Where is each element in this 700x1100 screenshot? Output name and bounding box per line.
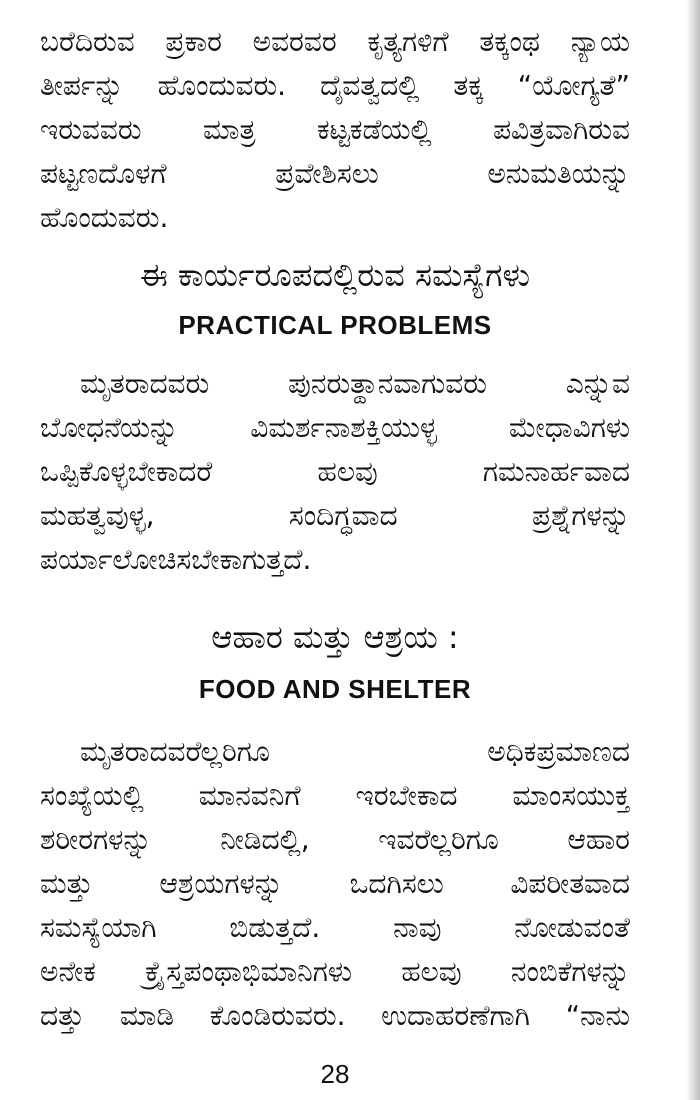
section-2-line-6: ಅನೇಕ ಕ್ರೈಸ್ತಪಂಥಾಭಿಮಾನಿಗಳು ಹಲವು ನಂಬಿಕೆಗಳನ್ನು [40,955,630,988]
section-2-heading-english: FOOD AND SHELTER [198,674,472,704]
section-1-line-2: ಬೋಧನೆಯನ್ನು ವಿಮರ್ಶನಾಶಕ್ತಿಯುಳ್ಳ ಮೇಧಾವಿಗಳು [40,411,630,444]
paragraph-1-line-5: ಹೊಂದುವರು. [40,201,169,234]
section-2-line-7: ದತ್ತು ಮಾಡಿ ಕೊಂಡಿರುವರು. ಉದಾಹರಣೆಗಾಗಿ “ನಾನು [40,999,630,1032]
section-2-line-3: ಶರೀರಗಳನ್ನು ನೀಡಿದಲ್ಲಿ, ಇವರೆಲ್ಲರಿಗೂ ಆಹಾರ [40,823,630,856]
paragraph-1-line-2: ತೀರ್ಪನ್ನು ಹೊಂದುವರು. ದೈವತ್ವದಲ್ಲಿ ತಕ್ಕ “ಯೋಗ್ಯತೆ” [40,69,630,102]
section-2-line-2: ಸಂಖ್ಯೆಯಲ್ಲಿ ಮಾನವನಿಗೆ ಇರಬೇಕಾದ ಮಾಂಸಯುಕ್ತ [40,779,630,812]
paragraph-1-line-1: ಬರೆದಿರುವ ಪ್ರಕಾರ ಅವರವರ ಕೃತ್ಯಗಳಿಗೆ ತಕ್ಕಂಥ ನ್ಯಾಯ [40,25,630,58]
section-2-line-5: ಸಮಸ್ಯೆಯಾಗಿ ಬಿಡುತ್ತದೆ. ನಾವು ನೋಡುವಂತೆ [40,911,630,944]
section-2-line-4: ಮತ್ತು ಆಶ್ರಯಗಳನ್ನು ಒದಗಿಸಲು ವಿಪರೀತವಾದ [40,867,630,900]
section-2-line-1: ಮೃತರಾದವರೆಲ್ಲರಿಗೂ ಅಧಿಕಪ್ರಮಾಣದ [80,735,630,768]
page-number: 28 [320,1059,350,1089]
section-1-heading-kannada: ಈ ಕಾರ್ಯರೂಪದಲ್ಲಿರುವ ಸಮಸ್ಯೆಗಳು [139,256,530,294]
paragraph-1-line-4: ಪಟ್ಟಣದೊಳಗೆ ಪ್ರವೇಶಿಸಲು ಅನುಮತಿಯನ್ನು [40,157,630,190]
page-edge-shadow [686,0,700,1100]
section-1-line-4: ಮಹತ್ವವುಳ್ಳ, ಸಂದಿಗ್ಧವಾದ ಪ್ರಶ್ನೆಗಳನ್ನು [40,499,630,532]
section-1-line-5: ಪರ್ಯಾಲೋಚಿಸಬೇಕಾಗುತ್ತದೆ. [40,543,312,576]
section-2-heading-kannada: ಆಹಾರ ಮತ್ತು ಆಶ್ರಯ : [211,618,459,656]
paragraph-1-line-3: ಇರುವವರು ಮಾತ್ರ ಕಟ್ಟಕಡೆಯಲ್ಲಿ ಪವಿತ್ರವಾಗಿರುವ [40,113,630,146]
section-1-line-3: ಒಪ್ಪಿಕೊಳ್ಳಬೇಕಾದರೆ ಹಲವು ಗಮನಾರ್ಹವಾದ [40,455,630,488]
section-1-heading-english: PRACTICAL PROBLEMS [178,310,492,340]
section-1-line-1: ಮೃತರಾದವರು ಪುನರುತ್ಥಾನವಾಗುವರು ಎನ್ನುವ [80,367,630,400]
